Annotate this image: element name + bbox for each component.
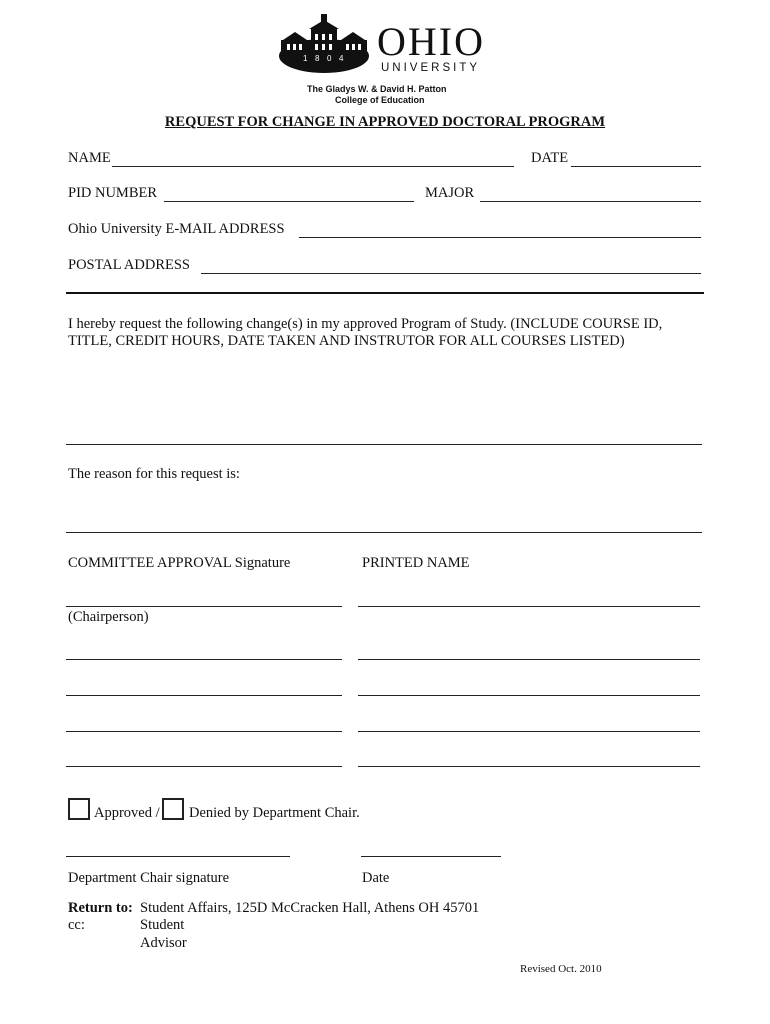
request-instructions-line2: TITLE, CREDIT HOURS, DATE TAKEN AND INSTRUTOR FOR ALL COURSES LISTED) <box>68 333 625 349</box>
revision-date: Revised Oct. 2010 <box>520 963 602 975</box>
reason-area[interactable] <box>66 486 702 532</box>
request-instructions-line1: I hereby request the following change(s) in my approved Program of Study. (INCLUDE COURSE ID, <box>68 316 663 332</box>
email-field[interactable] <box>299 219 701 238</box>
return-to-address: Student Affairs, 125D McCracken Hall, Athens OH 45701 <box>140 900 480 916</box>
postal-address-label: POSTAL ADDRESS <box>68 257 190 273</box>
committee-printed-name-field-3[interactable] <box>358 677 700 696</box>
postal-address-field[interactable] <box>201 255 701 274</box>
committee-signature-field-5[interactable] <box>66 748 342 767</box>
email-label: Ohio University E-MAIL ADDRESS <box>68 221 285 237</box>
major-label: MAJOR <box>425 185 475 201</box>
logo-university: UNIVERSITY <box>381 62 481 74</box>
committee-printed-name-field-2[interactable] <box>358 641 700 660</box>
committee-signature-field-3[interactable] <box>66 677 342 696</box>
pid-label: PID NUMBER <box>68 185 158 201</box>
reason-line <box>66 532 702 533</box>
pid-field[interactable] <box>164 183 414 202</box>
chairperson-signature-field[interactable] <box>66 588 342 607</box>
chairperson-label: (Chairperson) <box>68 609 149 625</box>
department-chair-signature-label: Department Chair signature <box>68 870 230 886</box>
year-digit: 4 <box>339 54 344 63</box>
return-to-label: Return to: <box>68 900 133 916</box>
requested-changes-area[interactable] <box>66 352 702 444</box>
denied-checkbox[interactable] <box>162 798 184 820</box>
college-name-line1: The Gladys W. & David H. Patton <box>307 84 447 94</box>
committee-printed-name-field-5[interactable] <box>358 748 700 767</box>
year-digit: 0 <box>327 54 332 63</box>
department-chair-date-field[interactable] <box>361 838 501 857</box>
approved-label: Approved / <box>94 805 160 821</box>
founding-year <box>277 54 371 68</box>
year-digit: 8 <box>315 54 320 63</box>
college-name-line2: College of Education <box>335 95 425 105</box>
cc-item: Student <box>140 917 185 933</box>
ohio-university-logo <box>277 14 497 106</box>
committee-printed-name-field-4[interactable] <box>358 713 700 732</box>
department-chair-signature-field[interactable] <box>66 838 290 857</box>
date-field[interactable] <box>571 148 701 167</box>
date-label: DATE <box>531 150 569 166</box>
approved-checkbox[interactable] <box>68 798 90 820</box>
cc-item: Advisor <box>140 935 187 951</box>
chairperson-printed-name-field[interactable] <box>358 588 700 607</box>
printed-name-header: PRINTED NAME <box>362 555 470 571</box>
committee-signature-header: COMMITTEE APPROVAL Signature <box>68 555 291 571</box>
form-title: REQUEST FOR CHANGE IN APPROVED DOCTORAL PROGRAM <box>164 114 606 130</box>
section-divider <box>66 292 704 294</box>
name-field[interactable] <box>112 148 514 167</box>
cc-label: cc: <box>68 917 85 933</box>
requested-changes-line <box>66 444 702 445</box>
denied-label: Denied by Department Chair. <box>189 805 360 821</box>
logo-wordmark: OHIO <box>377 19 485 64</box>
major-field[interactable] <box>480 183 701 202</box>
committee-signature-field-4[interactable] <box>66 713 342 732</box>
reason-label: The reason for this request is: <box>68 466 240 482</box>
department-chair-date-label: Date <box>362 870 390 886</box>
year-digit: 1 <box>303 54 308 63</box>
committee-signature-field-2[interactable] <box>66 641 342 660</box>
name-label: NAME <box>68 150 111 166</box>
